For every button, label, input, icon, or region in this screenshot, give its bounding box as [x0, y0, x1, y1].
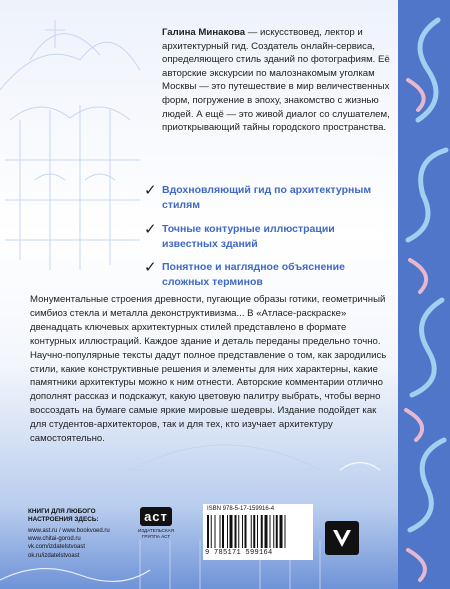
- feature-item: [144, 260, 392, 290]
- store-link[interactable]: vk.com/izdatelstvoast: [28, 544, 86, 551]
- author-bio-text: — искусствовед, лектор и архитектурный гид. Создатель онлайн-сервиса, определяющего стиль зданий по фотографиям. Её авторские экскурсии по малознакомым уголкам Москвы — это путешествие в мир величественных форм, погружение в эпоху, знакомство с жизнью людей. А ещё — это живой диалог со слушателем, приоткрывающий тайны городского пространства.: [162, 27, 390, 134]
- author-name: Галина Минакова: [162, 27, 246, 38]
- feature-text: Понятное и наглядное объяснение сложных терминов: [162, 261, 345, 288]
- store-link[interactable]: www.ast.ru / www.bookvoed.ru: [28, 528, 110, 534]
- checkmark-icon: ✓: [144, 259, 157, 276]
- checkmark-icon: ✓: [144, 221, 157, 238]
- store-links-heading: КНИГИ ДЛЯ ЛЮБОГО НАСТРОЕНИЯ ЗДЕСЬ:: [28, 508, 99, 523]
- book-description: Монументальные строения древности, пугающие образы готики, геометричный симбиоз стекла и металла деконструктивизма... В «Атласе-раскраске» двенадцать ключевых архитектурных стилей представлено в формате контурных иллюстраций. Каждое здание и деталь переданы предельно точно. Научно-популярные тексты дадут полное представление о том, как зародились стили, какие конструктивные решения и элементы для них характерны, какие памятники архитектуры можно к ним отнести. Авторские комментарии отлично дополнят рассказ и подскажут, какую цветовую палитру выбрать, чтобы верно воссоздать на бумаге самые яркие мировые шедевры. Издание подойдет как для студентов-архитекторов, так и для тех, кто изучает архитектуру самостоятельно.: [30, 294, 387, 445]
- feature-text: Вдохновляющий гид по архитектурным стилям: [162, 184, 372, 211]
- store-link[interactable]: www.chitai-gorod.ru: [28, 536, 81, 543]
- v-imprint-logo: [325, 521, 359, 555]
- author-bio: [162, 26, 394, 135]
- store-links: [28, 508, 120, 560]
- publisher-logo: [132, 507, 180, 540]
- isbn-label: ISBN 978-5-17-159916-4: [207, 506, 275, 512]
- isbn-barcode: [203, 504, 313, 560]
- decorative-side-band: [398, 0, 450, 589]
- publisher-caption: ИЗДАТЕЛЬСКАЯ ГРУППА АСТ: [137, 528, 175, 539]
- barcode-bars: [207, 515, 309, 548]
- decorative-ribbon-swirls: [398, 0, 450, 589]
- barcode-number: 9 785171 599164: [205, 549, 273, 557]
- store-link[interactable]: ok.ru/izdatelstvoast: [28, 552, 80, 559]
- ast-logo-mark: аст: [140, 507, 172, 526]
- feature-text: Точные контурные иллюстрации известных зданий: [162, 223, 335, 250]
- checkmark-icon: ✓: [144, 182, 157, 199]
- feature-item: [144, 183, 392, 213]
- feature-item: [144, 222, 392, 252]
